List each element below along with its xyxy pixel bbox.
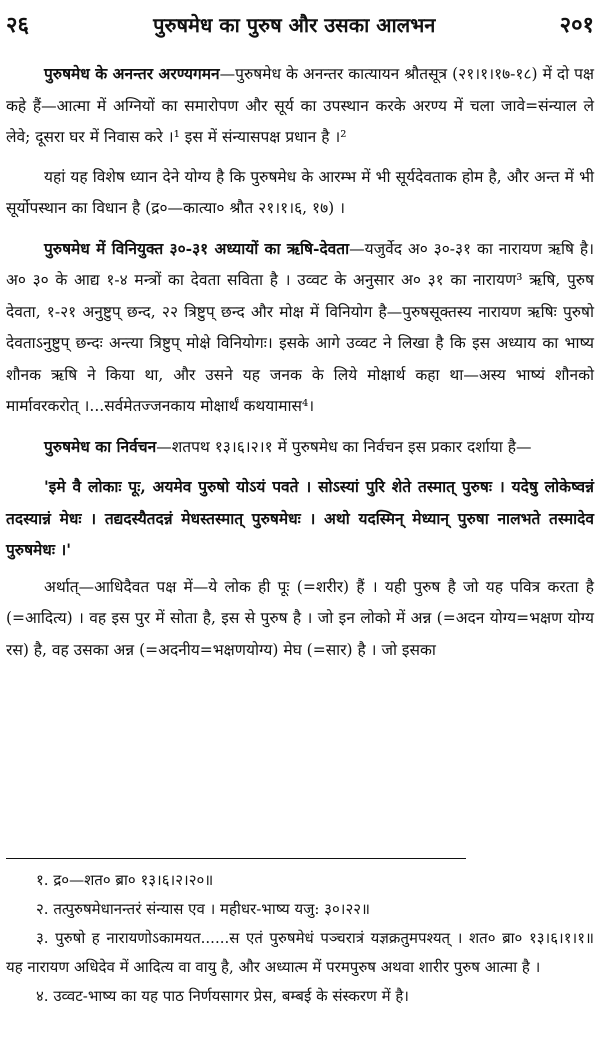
paragraph-text: —शतपथ १३।६।२।१ में पुरुषमेध का निर्वचन इस प्रकार दर्शाया है— [156, 437, 532, 456]
paragraph-text: —पुरुषमेध के अनन्तर कात्यायन श्रौतसूत्र (२१।१।१७-१८) में दो पक्ष कहे हैं—आत्मा में अग्नियों का समारोपण और सूर्य का उपस्थान करके अरण्य में चला जावे=संन्याल ले लेवे; दूसरा घर में निवास करे ।¹ इस में संन्यासपक्ष प्रधान है ।² [6, 65, 594, 146]
footnote: ३. पुरुषो ह नारायणोऽकामयत......स एतं पुरुषमेधं पञ्चरात्रं यज्ञक्रतुमपश्यत् । शत० ब्रा० १३।६।१।१॥ यह नारायण अधिदेव में आदित्य वा वायु है, और अध्यात्म में परमपुरुष अथवा शारीर पुरुष आत्मा है । [6, 929, 594, 976]
shatapatha-quote: 'इमे वै लोकाः पूः, अयमेव पुरुषो योऽयं पवते । सोऽस्यां पुरि शेते तस्मात् पुरुषः । यदेषु लोकेष्वन्नं तदस्यान्नं मेधः । तद्यदस्यैतदन्नं मेधस्तस्मात् पुरुषमेधः । अथो यदस्मिन् मेध्यान् पुरुषा नालभते तस्मादेव पुरुषमेधः ।' [6, 477, 594, 559]
paragraph-rishi-devata [6, 233, 594, 423]
page-number: २०१ [559, 12, 594, 38]
footnote: १. द्र०—शत० ब्रा० १३।६।२।२०॥ [36, 871, 214, 889]
paragraph-heading: पुरुषमेध में विनियुक्त ३०-३१ अध्यायों का ऋषि-देवता [44, 238, 350, 258]
paragraph-nirvachan [6, 431, 594, 464]
footnote: ४. उव्वट-भाष्य का यह पाठ निर्णयसागर प्रेस, बम्बई के संस्करण में है। [36, 987, 409, 1005]
footnote-divider [6, 858, 466, 859]
paragraph-text: —यजुर्वेद अ० ३०-३१ का नारायण ऋषि है। अ० ३० के आद्य १-४ मन्त्रों का देवता सविता है । उव्वट के अनुसार अ० ३१ का नारायण³ ऋषि, पुरुष देवता, १-२१ अनुष्टुप् छन्द, २२ त्रिष्टुप् छन्द और मोक्ष में विनियोग है—पुरुषसूक्तस्य नारायण ऋषिः पुरुषो देवताऽनुष्टुप् छन्दः अन्त्या त्रिष्टुप् मोक्षे विनियोगः। इसके आगे उव्वट ने लिखा है कि इस अध्याय का भाष्य शौनक ऋषि ने किया था, और उसने यह जनक के लिये मोक्षार्थ कहा था—अस्य भाष्यं शौनको मार्मावरकरोत् ।...सर्वमेतज्जनकाय मोक्षार्थं कथयामास⁴। [6, 239, 594, 415]
footnote: २. तत्पुरुषमेधानन्तरं संन्यास एव । महीधर-भाष्य यजु: ३०।२२॥ [36, 900, 371, 918]
paragraph-text: यहां यह विशेष ध्यान देने योग्य है कि पुरुषमेध के आरम्भ में भी सूर्यदेवताक होम है, और अन्त में भी सूर्योपस्थान का विधान है (द्र०—कात्या० श्रौत २१।१।६, १७) । [6, 167, 594, 217]
paragraph-explanation: अर्थात्—आधिदैवत पक्ष में—ये लोक ही पूः (=शरीर) हैं । यही पुरुष है जो यह पवित्र करता है (=आदित्य) । वह इस पुर में सोता है, इस से पुरुष है । जो इन लोको में अन्न (=अदन योग्य=भक्षण योग्य रस) है, वह उसका अन्न (=अदनीय=भक्षणयोग्य) मेघ (=सार) है । जो इसका [6, 577, 594, 659]
paragraph-heading: पुरुषमेध का निर्वचन [44, 436, 157, 456]
running-title: पुरुषमेध का पुरुष और उसका आलभन [153, 12, 436, 37]
page-header [6, 6, 594, 42]
footnotes [6, 866, 594, 1011]
left-page-marker: २६ [6, 12, 29, 38]
paragraph-surya [6, 162, 594, 225]
paragraph-aranyagaman [6, 58, 594, 154]
paragraph-heading: पुरुषमेध के अनन्तर अरण्यगमन [44, 64, 220, 83]
body-text [6, 58, 594, 674]
